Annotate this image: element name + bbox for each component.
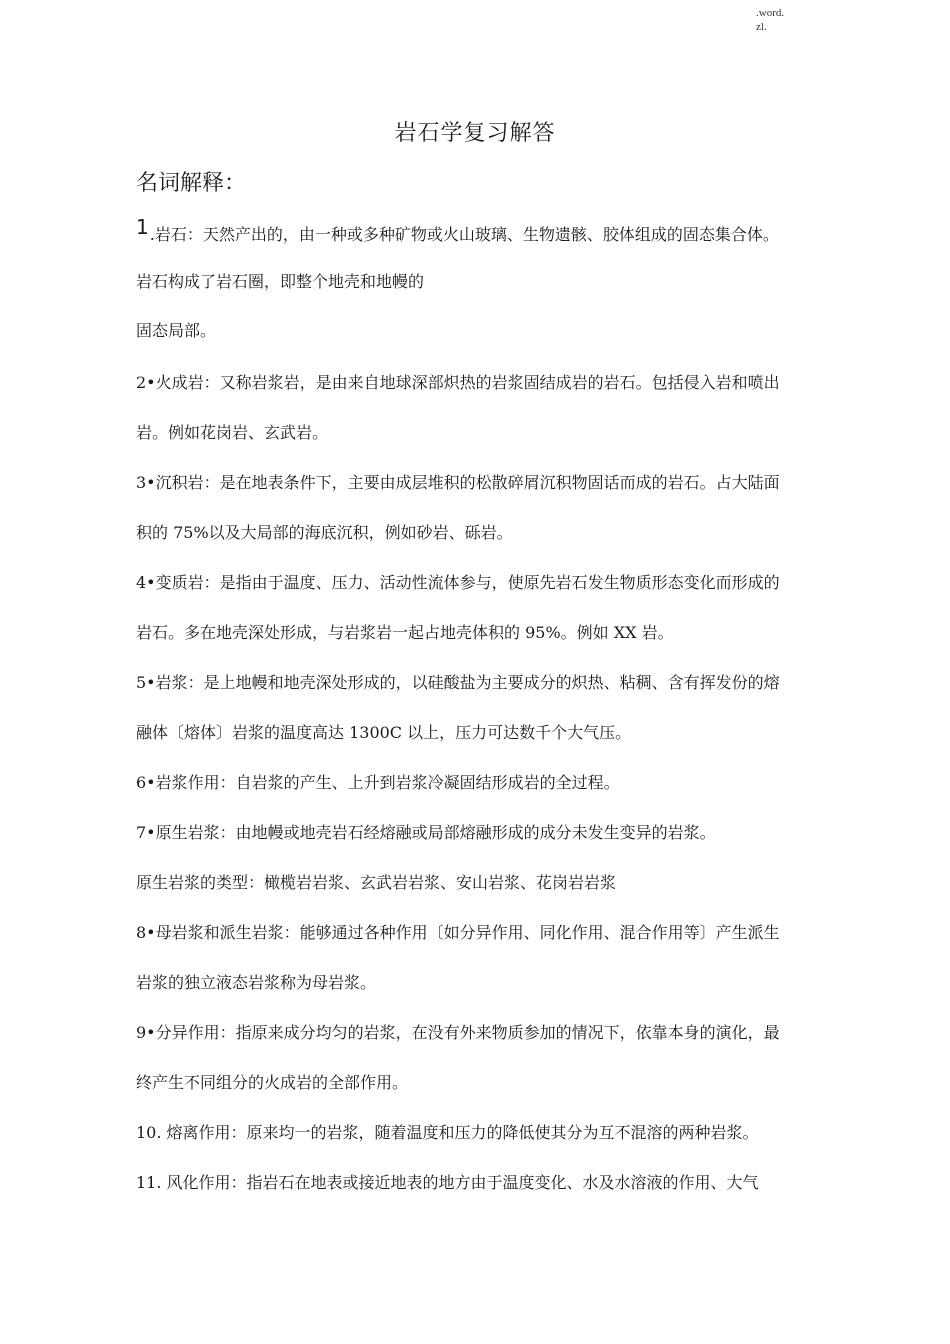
text-line-14: 原生岩浆的类型：橄榄岩岩浆、玄武岩岩浆、安山岩浆、花岗岩岩浆 <box>136 873 617 892</box>
text-line-7: 积的 75%以及大局部的海底沉积，例如砂岩、砾岩。 <box>136 523 513 542</box>
text-line-12: 6•岩浆作用：自岩浆的产生、上升到岩浆冷凝固结形成岩的全过程。 <box>136 773 620 792</box>
text-line-18: 终产生不同组分的火成岩的全部作用。 <box>136 1073 409 1092</box>
text-line-11: 融体〔熔体〕岩浆的温度高达 1300C 以上，压力可达数千个大气压。 <box>136 723 632 742</box>
header-watermark <box>756 6 784 34</box>
text-line-20: 11. 风化作用：指岩石在地表或接近地表的地方由于温度变化、水及水溶液的作用、大气 <box>136 1173 759 1192</box>
text-line-17: 9•分异作用：指原来成分均匀的岩浆，在没有外来物质参加的情况下，依靠本身的演化，最 <box>136 1023 780 1042</box>
first-item-number: 1 <box>136 215 149 239</box>
text-line-10: 5•岩浆：是上地幔和地壳深处形成的，以硅酸盐为主要成分的炽热、粘稠、含有挥发份的熔 <box>136 673 780 692</box>
text-line-15: 8•母岩浆和派生岩浆：能够通过各种作用〔如分异作用、同化作用、混合作用等〕产生派生 <box>136 923 780 942</box>
text-line-1-content: .岩石：天然产出的，由一种或多种矿物或火山玻璃、生物遗骸、胶体组成的固态集合体。 <box>149 225 779 244</box>
text-line-19: 10. 熔离作用：原来均一的岩浆，随着温度和压力的降低使其分为互不混溶的两种岩浆。 <box>136 1123 759 1142</box>
text-line-3: 固态局部。 <box>136 321 217 340</box>
header-line-1: .word. <box>756 7 785 19</box>
text-line-5: 岩。例如花岗岩、玄武岩。 <box>136 423 329 442</box>
text-line-2: 岩石构成了岩石圈，即整个地壳和地幔的 <box>136 272 425 291</box>
text-line-4: 2•火成岩：又称岩浆岩，是由来自地球深部炽热的岩浆固结成岩的岩石。包括侵入岩和喷出 <box>136 373 780 392</box>
text-line-1 <box>136 215 779 246</box>
text-line-9: 岩石。多在地壳深处形成，与岩浆岩一起占地壳体积的 95%。例如 XX 岩。 <box>136 623 674 642</box>
header-line-2: zl. <box>756 21 767 33</box>
text-line-8: 4•变质岩：是指由于温度、压力、活动性流体参与，使原先岩石发生物质形态变化而形成的 <box>136 573 780 592</box>
text-line-13: 7•原生岩浆：由地幔或地壳岩石经熔融或局部熔融形成的成分未发生变异的岩浆。 <box>136 823 716 842</box>
section-heading: 名词解释： <box>136 171 247 196</box>
document-title: 岩石学复习解答 <box>394 121 556 146</box>
text-line-16: 岩浆的独立液态岩浆称为母岩浆。 <box>136 973 377 992</box>
text-line-6: 3•沉积岩：是在地表条件下，主要由成层堆积的松散碎屑沉积物固话而成的岩石。占大陆面 <box>136 473 780 492</box>
